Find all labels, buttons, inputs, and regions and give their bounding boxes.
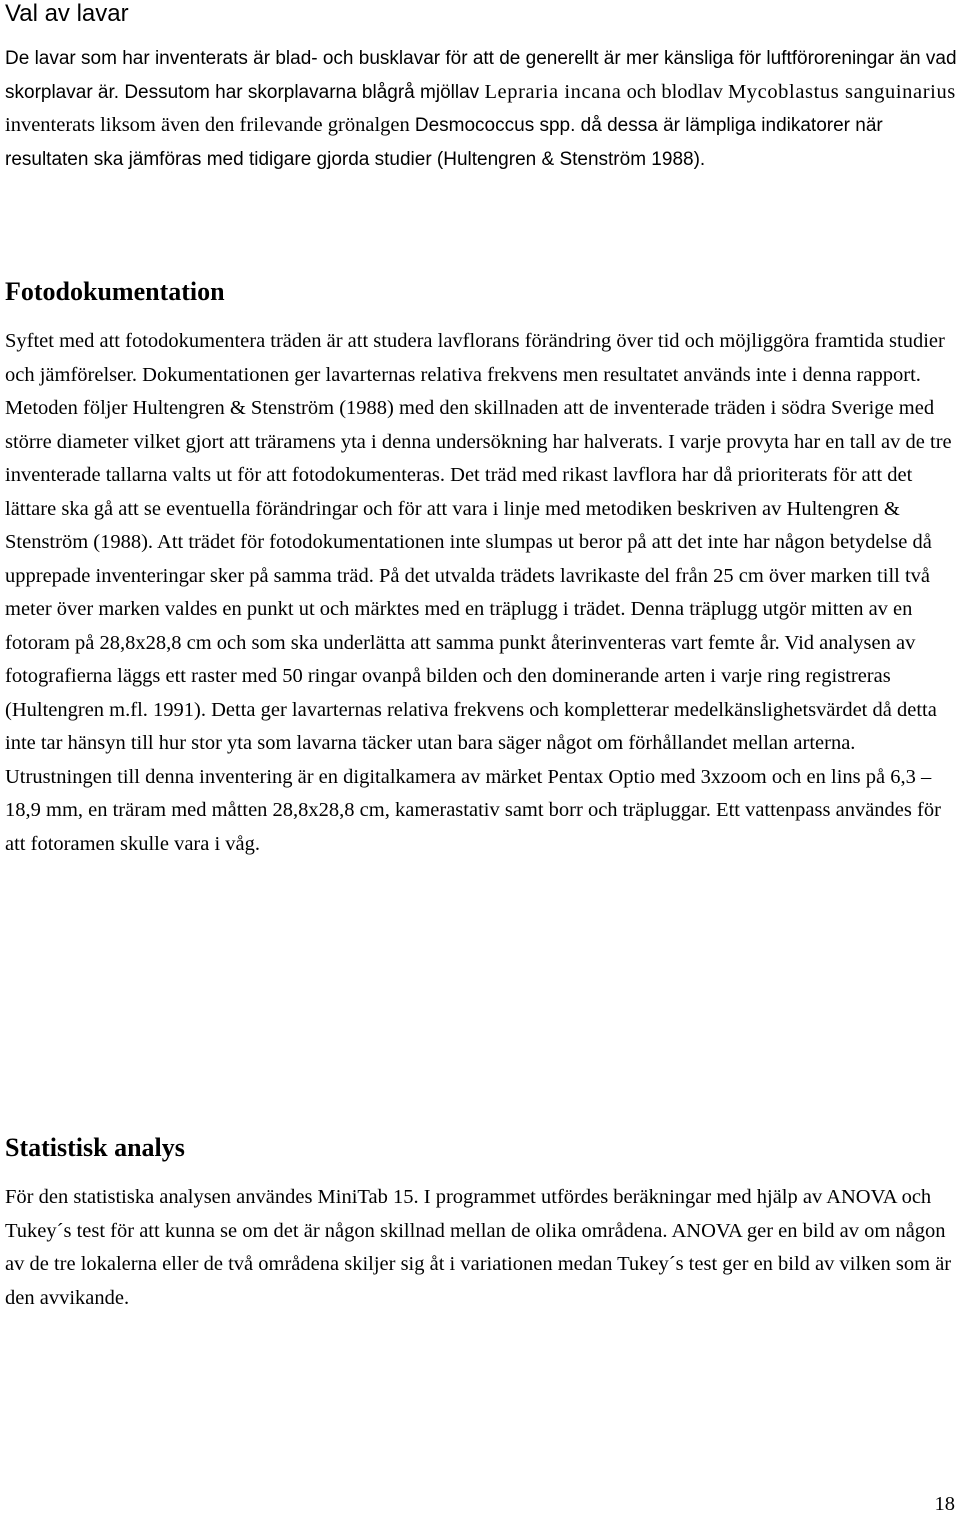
section-heading: Fotodokumentation — [5, 277, 225, 306]
paragraph-text-run: och blodlav — [621, 80, 728, 103]
species-name: Mycoblastus sanguinarius — [727, 80, 956, 103]
species-name: Desmococcus — [414, 115, 535, 136]
section-statistisk-analys — [5, 1133, 957, 1315]
section-fotodokumentation — [5, 277, 957, 861]
species-name: Lepraria incana — [484, 80, 622, 103]
section-heading: Val av lavar — [5, 0, 129, 27]
page-number: 18 — [934, 1493, 955, 1515]
section-paragraph: Syftet med att fotodokumentera träden är att studera lavflorans förändring över tid och möjliggöra framtida studier och jämförelser. Dokumentationen ger lavarternas relativa frekvens men resultatet används inte i denna rapport. Metoden följer Hultengren & Stenström (1988) med den skillnaden att de inventerade träden i södra Sverige med större diameter vilket gjort att träramens yta i denna undersökning har halverats. I varje provyta har en tall av de tre inventerade tallarna valts ut för att fotodokumenteras. Det träd med rikast lavflora har då prioriterats för att det lättare ska gå att se eventuella förändringar och för att vara i linje med metodiken beskriven av Hultengren & Stenström (1988). Att trädet för fotodokumentationen inte slumpas ut beror på att det inte har någon betydelse då upprepade inventeringar sker på samma träd. På det utvalda trädets lavrikaste del från 25 cm över marken till två meter över marken valdes en punkt ut och märktes med en träplugg i trädet. Denna träplugg utgör mitten av en fotoram på 28,8x28,8 cm och som ska underlätta att samma punkt återinventeras vart femte år. Vid analysen av fotografierna läggs ett raster med 50 ringar ovanpå bilden och den dominerande arten i varje ring registreras (Hultengren m.fl. 1991). Detta ger lavarternas relativa frekvens och kompletterar medelkänslighetsvärdet då detta inte tar hänsyn till hur stor yta som lavarna täcker utan bara säger något om förhållandet mellan arterna. Utrustningen till denna inventering är en digitalkamera av märket Pentax Optio med 3xzoom och en lins på 6,3 – 18,9 mm, en träram med måtten 28,8x28,8 cm, kamerastativ samt borr och träpluggar. Ett vattenpass användes för att fotoramen skulle vara i våg. — [5, 330, 952, 855]
section-val-av-lavar — [5, 0, 957, 176]
section-paragraph — [5, 42, 957, 176]
paragraph-text-run: spp. då dessa är lämpliga indikatorer när resultaten ska jämföras med tidigare gjorda studier (Hultengren & Stenström 1988). — [5, 115, 883, 170]
section-paragraph: För den statistiska analysen användes MiniTab 15. I programmet utfördes beräkningar med hjälp av ANOVA och Tukey´s test för att kunna se om det är någon skillnad mellan de olika områdena. ANOVA ger en bild av om någon av de tre lokalerna eller de två områdena skiljer sig åt i variationen medan Tukey´s test ger en bild av vilken som är den avvikande. — [5, 1186, 952, 1309]
paragraph-text-run: De lavar som har inventerats är blad- och busklavar för att de generellt är mer känsliga för luftföroreningar än vad skorplavar är. Dessutom har skorplavarna blågrå mjöllav — [5, 48, 957, 103]
paragraph-text-run: inventerats liksom även den frilevande grönalgen — [5, 114, 415, 136]
section-heading: Statistisk analys — [5, 1133, 185, 1162]
